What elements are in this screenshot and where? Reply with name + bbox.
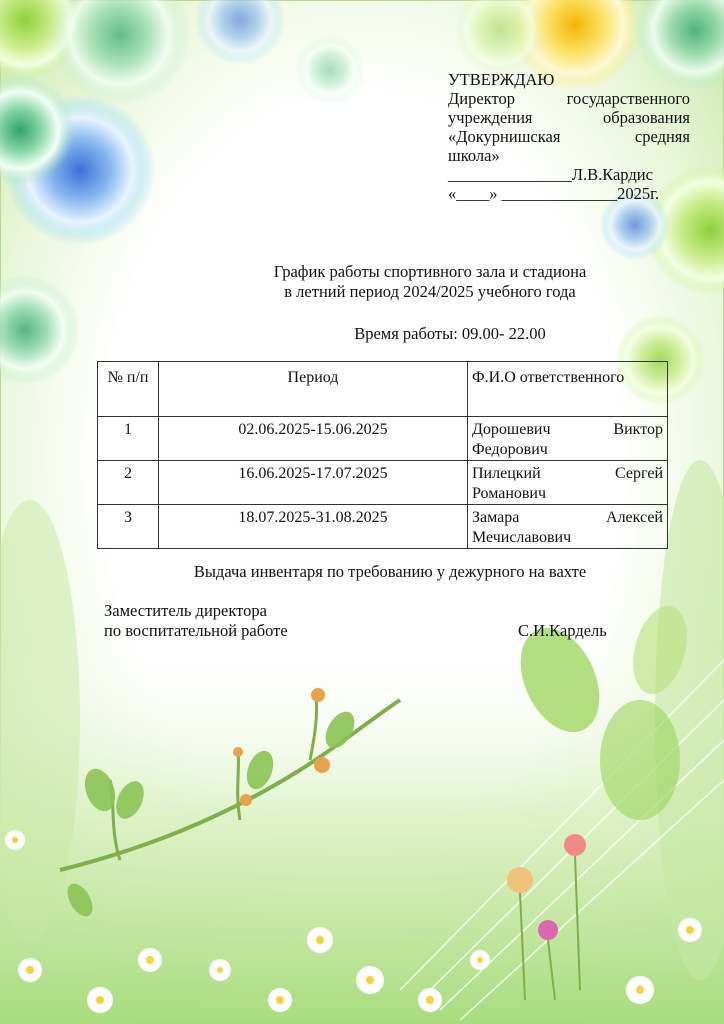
approval-block (448, 70, 690, 203)
row-number: 1 (98, 417, 159, 461)
table-header-row (98, 362, 668, 417)
deputy-name: С.И.Кардель (518, 621, 607, 640)
row-number: 3 (98, 505, 159, 549)
row-responsible (468, 505, 668, 549)
responsible-first-name: Сергей (615, 465, 663, 482)
responsible-patronymic: Мечиславович (472, 529, 572, 546)
approval-signature-line: _______________Л.В.Кардис (448, 165, 653, 184)
approval-line-4: школа» (448, 146, 500, 165)
schedule-table (97, 361, 668, 549)
responsible-first-name: Виктор (613, 421, 663, 438)
approval-date-line: «____» ______________2025г. (448, 184, 660, 203)
responsible-patronymic: Федорович (472, 441, 548, 458)
deputy-signature-block (104, 601, 288, 641)
header-period: Период (159, 362, 468, 417)
table-row (98, 461, 668, 505)
header-number: № п/п (98, 362, 159, 417)
row-number: 2 (98, 461, 159, 505)
approval-heading: УТВЕРЖДАЮ (448, 70, 555, 89)
responsible-surname: Замара (472, 509, 520, 526)
table-row (98, 417, 668, 461)
deputy-title-line-2: по воспитательной работе (104, 621, 288, 640)
header-responsible: Ф.И.О ответственного (468, 362, 668, 417)
title-line-1: График работы спортивного зала и стадиона (273, 262, 587, 281)
approval-line-1: Директор государственного (448, 89, 690, 108)
row-responsible (468, 461, 668, 505)
row-period: 16.06.2025-17.07.2025 (159, 461, 468, 505)
inventory-note: Выдача инвентаря по требованию у дежурного на вахте (193, 562, 587, 581)
row-period: 02.06.2025-15.06.2025 (159, 417, 468, 461)
deputy-title-line-1: Заместитель директора (104, 601, 267, 620)
table-row (98, 505, 668, 549)
responsible-first-name: Алексей (606, 509, 663, 526)
responsible-patronymic: Романович (472, 485, 547, 502)
approval-line-3: «Докурнишская средняя (448, 127, 690, 146)
responsible-surname: Пилецкий (472, 465, 541, 482)
approval-line-2: учреждения образования (448, 108, 690, 127)
working-hours: Время работы: 09.00- 22.00 (354, 324, 546, 343)
row-period: 18.07.2025-31.08.2025 (159, 505, 468, 549)
title-line-2: в летний период 2024/2025 учебного года (284, 282, 576, 301)
row-responsible (468, 417, 668, 461)
responsible-surname: Дорошевич (472, 421, 551, 438)
document-title (200, 262, 660, 302)
